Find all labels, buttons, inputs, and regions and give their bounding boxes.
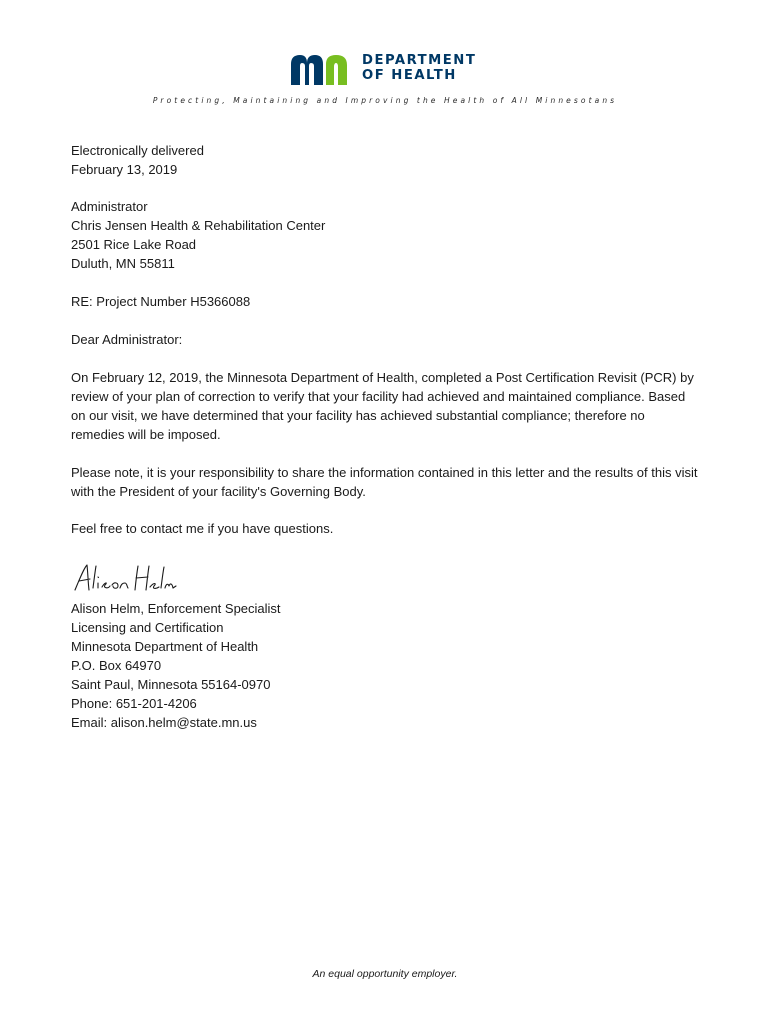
footer-eeo-statement: An equal opportunity employer. — [312, 968, 458, 980]
salutation-block — [71, 330, 701, 349]
sender-line: Saint Paul, Minnesota 55164-0970 — [71, 677, 271, 692]
body-paragraph-2: Please note, it is your responsibility to share the information contained in this letter and the results of this visit with the President of your facility's Governing Body. — [71, 465, 698, 499]
re-line: RE: Project Number H5366088 — [71, 294, 251, 309]
sender-email: Email: alison.helm@state.mn.us — [71, 715, 257, 730]
sender-phone: Phone: 651-201-4206 — [71, 696, 197, 711]
sender-line: Minnesota Department of Health — [71, 639, 259, 654]
sender-line: P.O. Box 64970 — [71, 658, 162, 673]
mdh-logo — [290, 52, 490, 86]
recipient-line: Chris Jensen Health & Rehabilitation Center — [71, 218, 326, 233]
salutation: Dear Administrator: — [71, 332, 183, 347]
delivery-block — [71, 141, 701, 179]
recipient-line: Administrator — [71, 199, 148, 214]
recipient-address — [71, 197, 701, 273]
sender-line: Licensing and Certification — [71, 620, 224, 635]
recipient-line: Duluth, MN 55811 — [71, 256, 175, 271]
sender-signature-block — [71, 599, 701, 732]
handwritten-signature — [70, 560, 180, 596]
logo-text-line1: DEPARTMENT — [362, 53, 477, 68]
logo-wordmark — [362, 53, 476, 83]
body-paragraph-1: On February 12, 2019, the Minnesota Department of Health, completed a Post Certification Revisit (PCR) by review of your plan of correction to verify that your facility had achieved and maintained compliance. Based on our visit, we have determined that your facility has achieved substantial compliance; therefore no remedies will be imposed. — [71, 370, 694, 442]
re-line-block — [71, 292, 701, 311]
logo-text-line2: OF HEALTH — [362, 68, 457, 83]
body-paragraph-3: Feel free to contact me if you have questions. — [71, 521, 334, 536]
mn-logo-icon — [290, 52, 358, 86]
recipient-line: 2501 Rice Lake Road — [71, 237, 197, 252]
tagline: Protecting, Maintaining and Improving the Health of All Minnesotans — [152, 96, 618, 105]
letter-date: February 13, 2019 — [71, 162, 178, 177]
sender-line: Alison Helm, Enforcement Specialist — [71, 601, 281, 616]
delivery-method: Electronically delivered — [71, 143, 204, 158]
